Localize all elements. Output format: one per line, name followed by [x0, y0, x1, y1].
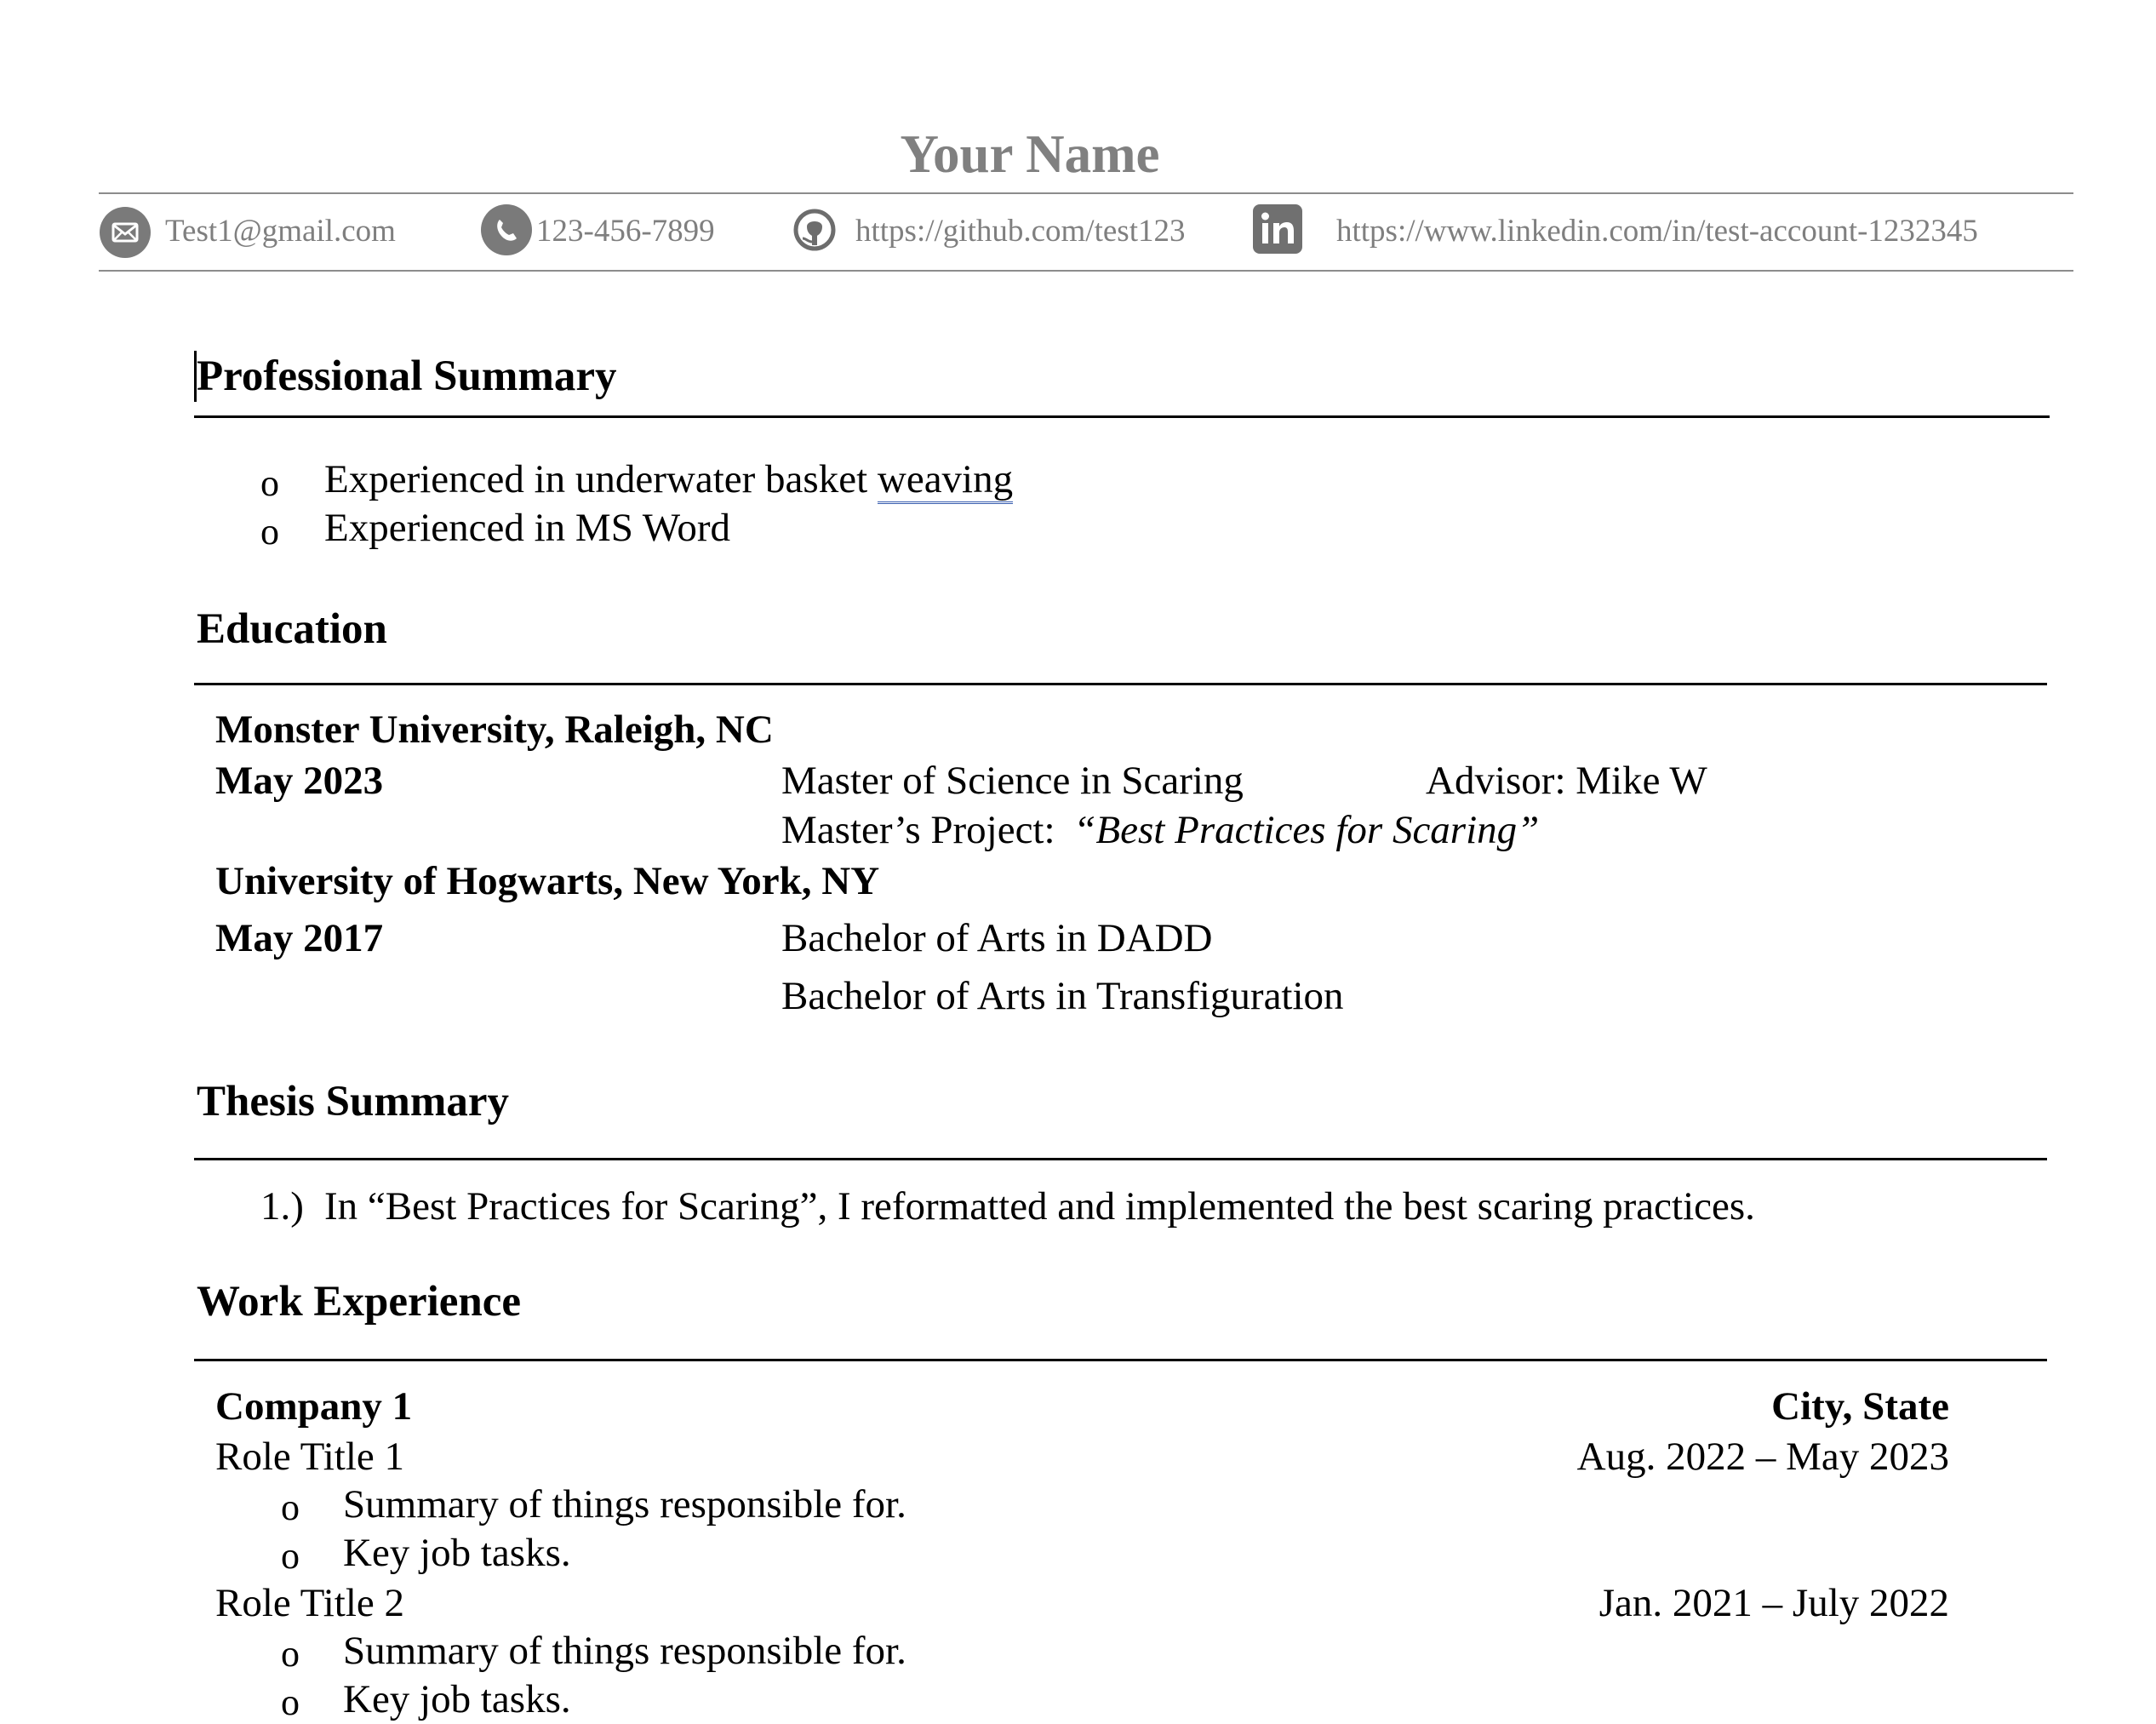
header-bottom-rule [99, 270, 2073, 272]
work-bullet: o [281, 1681, 300, 1723]
role-title: Role Title 1 [215, 1435, 405, 1479]
company-location: City, State [1771, 1384, 1949, 1429]
work-bullet-text: Summary of things responsible for. [343, 1482, 906, 1526]
masters-project [781, 807, 1539, 853]
contact-github[interactable]: https://github.com/test123 [855, 214, 1186, 249]
school-date: May 2023 [215, 759, 384, 803]
section-title-summary: Professional Summary [197, 352, 617, 400]
role-dates: Aug. 2022 – May 2023 [1576, 1435, 1949, 1479]
degree: Bachelor of Arts in DADD [781, 916, 1213, 960]
degree: Master of Science in Scaring [781, 759, 1244, 803]
school-date: May 2017 [215, 916, 384, 960]
section-rule-education [194, 683, 2047, 685]
github-icon [792, 208, 837, 252]
summary-item-text: Experienced in underwater basket [324, 457, 878, 501]
school-name: University of Hogwarts, New York, NY [215, 859, 880, 903]
section-rule-thesis [194, 1158, 2047, 1160]
envelope-icon [100, 207, 151, 258]
section-title-work: Work Experience [197, 1278, 522, 1326]
contact-linkedin[interactable]: https://www.linkedin.com/in/test-account-1232345 [1336, 214, 1978, 249]
work-bullet: o [281, 1633, 300, 1675]
work-bullet-text: Key job tasks. [343, 1677, 571, 1721]
resume-name: Your Name [900, 124, 1160, 184]
role-dates: Jan. 2021 – July 2022 [1598, 1581, 1949, 1625]
project-title: “Best Practices for Scaring” [1073, 808, 1540, 852]
thesis-number: 1.) [260, 1184, 304, 1229]
degree: Bachelor of Arts in Transfiguration [781, 974, 1344, 1018]
summary-item: Experienced in MS Word [324, 506, 730, 550]
section-rule-work [194, 1359, 2047, 1361]
school-name: Monster University, Raleigh, NC [215, 707, 774, 752]
header-top-rule [99, 192, 2073, 194]
work-bullet: o [281, 1486, 300, 1528]
spelling-flagged-word[interactable]: weaving [878, 457, 1013, 504]
role-title: Role Title 2 [215, 1581, 405, 1625]
work-bullet-text: Key job tasks. [343, 1531, 571, 1575]
summary-bullet: o [260, 511, 279, 553]
company-name: Company 1 [215, 1384, 413, 1429]
advisor: Advisor: Mike W [1426, 759, 1707, 803]
work-bullet: o [281, 1535, 300, 1577]
contact-email[interactable]: Test1@gmail.com [165, 214, 396, 249]
work-bullet-text: Summary of things responsible for. [343, 1629, 906, 1673]
summary-bullet: o [260, 462, 279, 504]
section-title-education: Education [197, 605, 387, 653]
project-label: Master’s Project: [781, 808, 1055, 852]
summary-item [324, 456, 1013, 502]
section-title-thesis: Thesis Summary [197, 1078, 509, 1125]
thesis-item: In “Best Practices for Scaring”, I reformatted and implemented the best scaring practices. [324, 1184, 1755, 1229]
linkedin-icon [1253, 204, 1302, 254]
contact-phone[interactable]: 123-456-7899 [536, 214, 715, 249]
phone-icon [481, 204, 532, 255]
section-rule-summary [194, 415, 2050, 418]
